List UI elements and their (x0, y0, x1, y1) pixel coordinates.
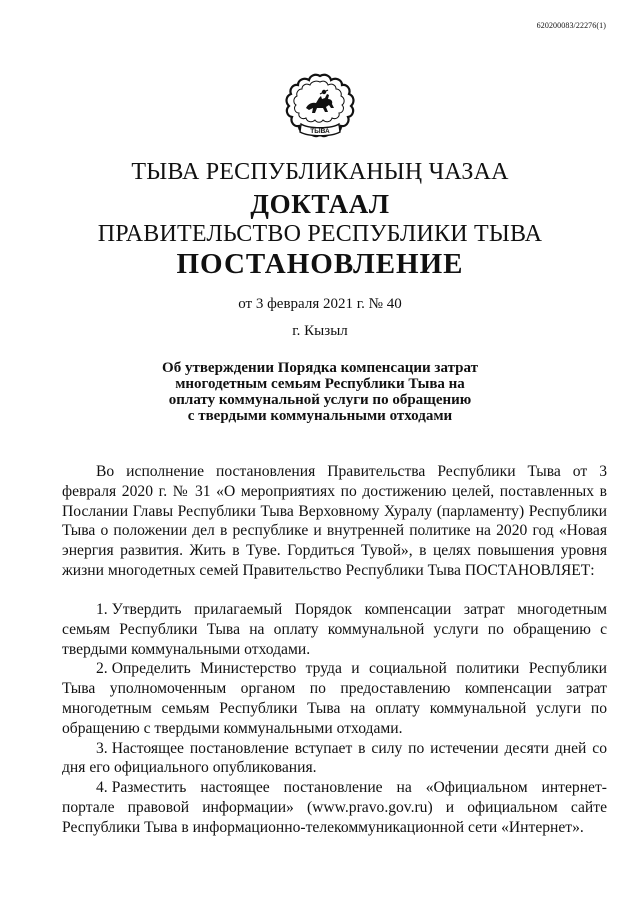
document-title-line: многодетным семьям Республики Тыва на (175, 376, 465, 392)
government-title: ПРАВИТЕЛЬСТВО РЕСПУБЛИКИ ТЫВА (97, 221, 543, 247)
clause-paragraph (62, 778, 607, 837)
clause-paragraph (62, 739, 607, 779)
clause-text: Настоящее постановление вступает в силу по истечении десяти дней со дня его официального опубликования. (62, 739, 607, 777)
clause-number: 1. (96, 601, 108, 618)
document-title (120, 360, 520, 424)
clause-text: Определить Министерство труда и социальной политики Республики Тыва уполномоченным органом по предоставлению компенсации затрат многодетным семьям Республики Тыва на оплату коммунальной услуги по обращению с твердыми коммунальными отходами. (62, 660, 607, 737)
clauses-list (62, 600, 607, 838)
tyva-coat-of-arms-icon (284, 72, 356, 148)
tyva-government-title: ТЫВА РЕСПУБЛИКАНЫҢ ЧАЗАА (131, 159, 509, 185)
clause-number: 4. (96, 779, 108, 797)
document-type: ПОСТАНОВЛЕНИЕ (176, 248, 464, 280)
preamble-paragraph: Во исполнение постановления Правительства Республики Тыва от 3 февраля 2020 г. № 31 «О мероприятиях по достижению целей, поставленных в Послании Главы Республики Тыва Верховному Хуралу (парламенту) Республики Тыва о положении дел в республике и внутренней политике на 2020 год «Новая энергия развития. Жить в Туве. Гордиться Тувой», в целях повышения уровня жизни многодетных семей Правительство Республики Тыва ПОСТАНОВЛЯЕТ: (62, 463, 607, 579)
document-title-line: с твердыми коммунальными отходами (187, 408, 453, 424)
emblem-ribbon-text: ТЫВА (310, 128, 330, 135)
clause-text: Разместить настоящее постановление на «Официальном интернет-портале правовой информации» (www.pravo.gov.ru) и официальном сайте Республики Тыва в информационно-телекоммуникационной сети «Интернет». (62, 779, 607, 836)
tyva-document-type: ДОКТААЛ (250, 189, 390, 219)
document-title-line: оплату коммунальной услуги по обращению (168, 392, 472, 408)
document-city: г. Кызыл (292, 323, 348, 339)
clause-paragraph (62, 659, 607, 738)
clause-paragraph (62, 600, 607, 659)
registration-code: 620200083/22276(1) (536, 21, 606, 30)
clause-number: 2. (96, 660, 108, 678)
document-title-line: Об утверждении Порядка компенсации затрат (162, 360, 478, 376)
clause-number: 3. (96, 739, 108, 757)
clause-text: Утвердить прилагаемый Порядок компенсации затрат многодетным семьям Республики Тыва на оплату коммунальной услуги по обращению с твердыми коммунальными отходами. (62, 601, 607, 658)
document-date-number: от 3 февраля 2021 г. № 40 (238, 296, 402, 312)
